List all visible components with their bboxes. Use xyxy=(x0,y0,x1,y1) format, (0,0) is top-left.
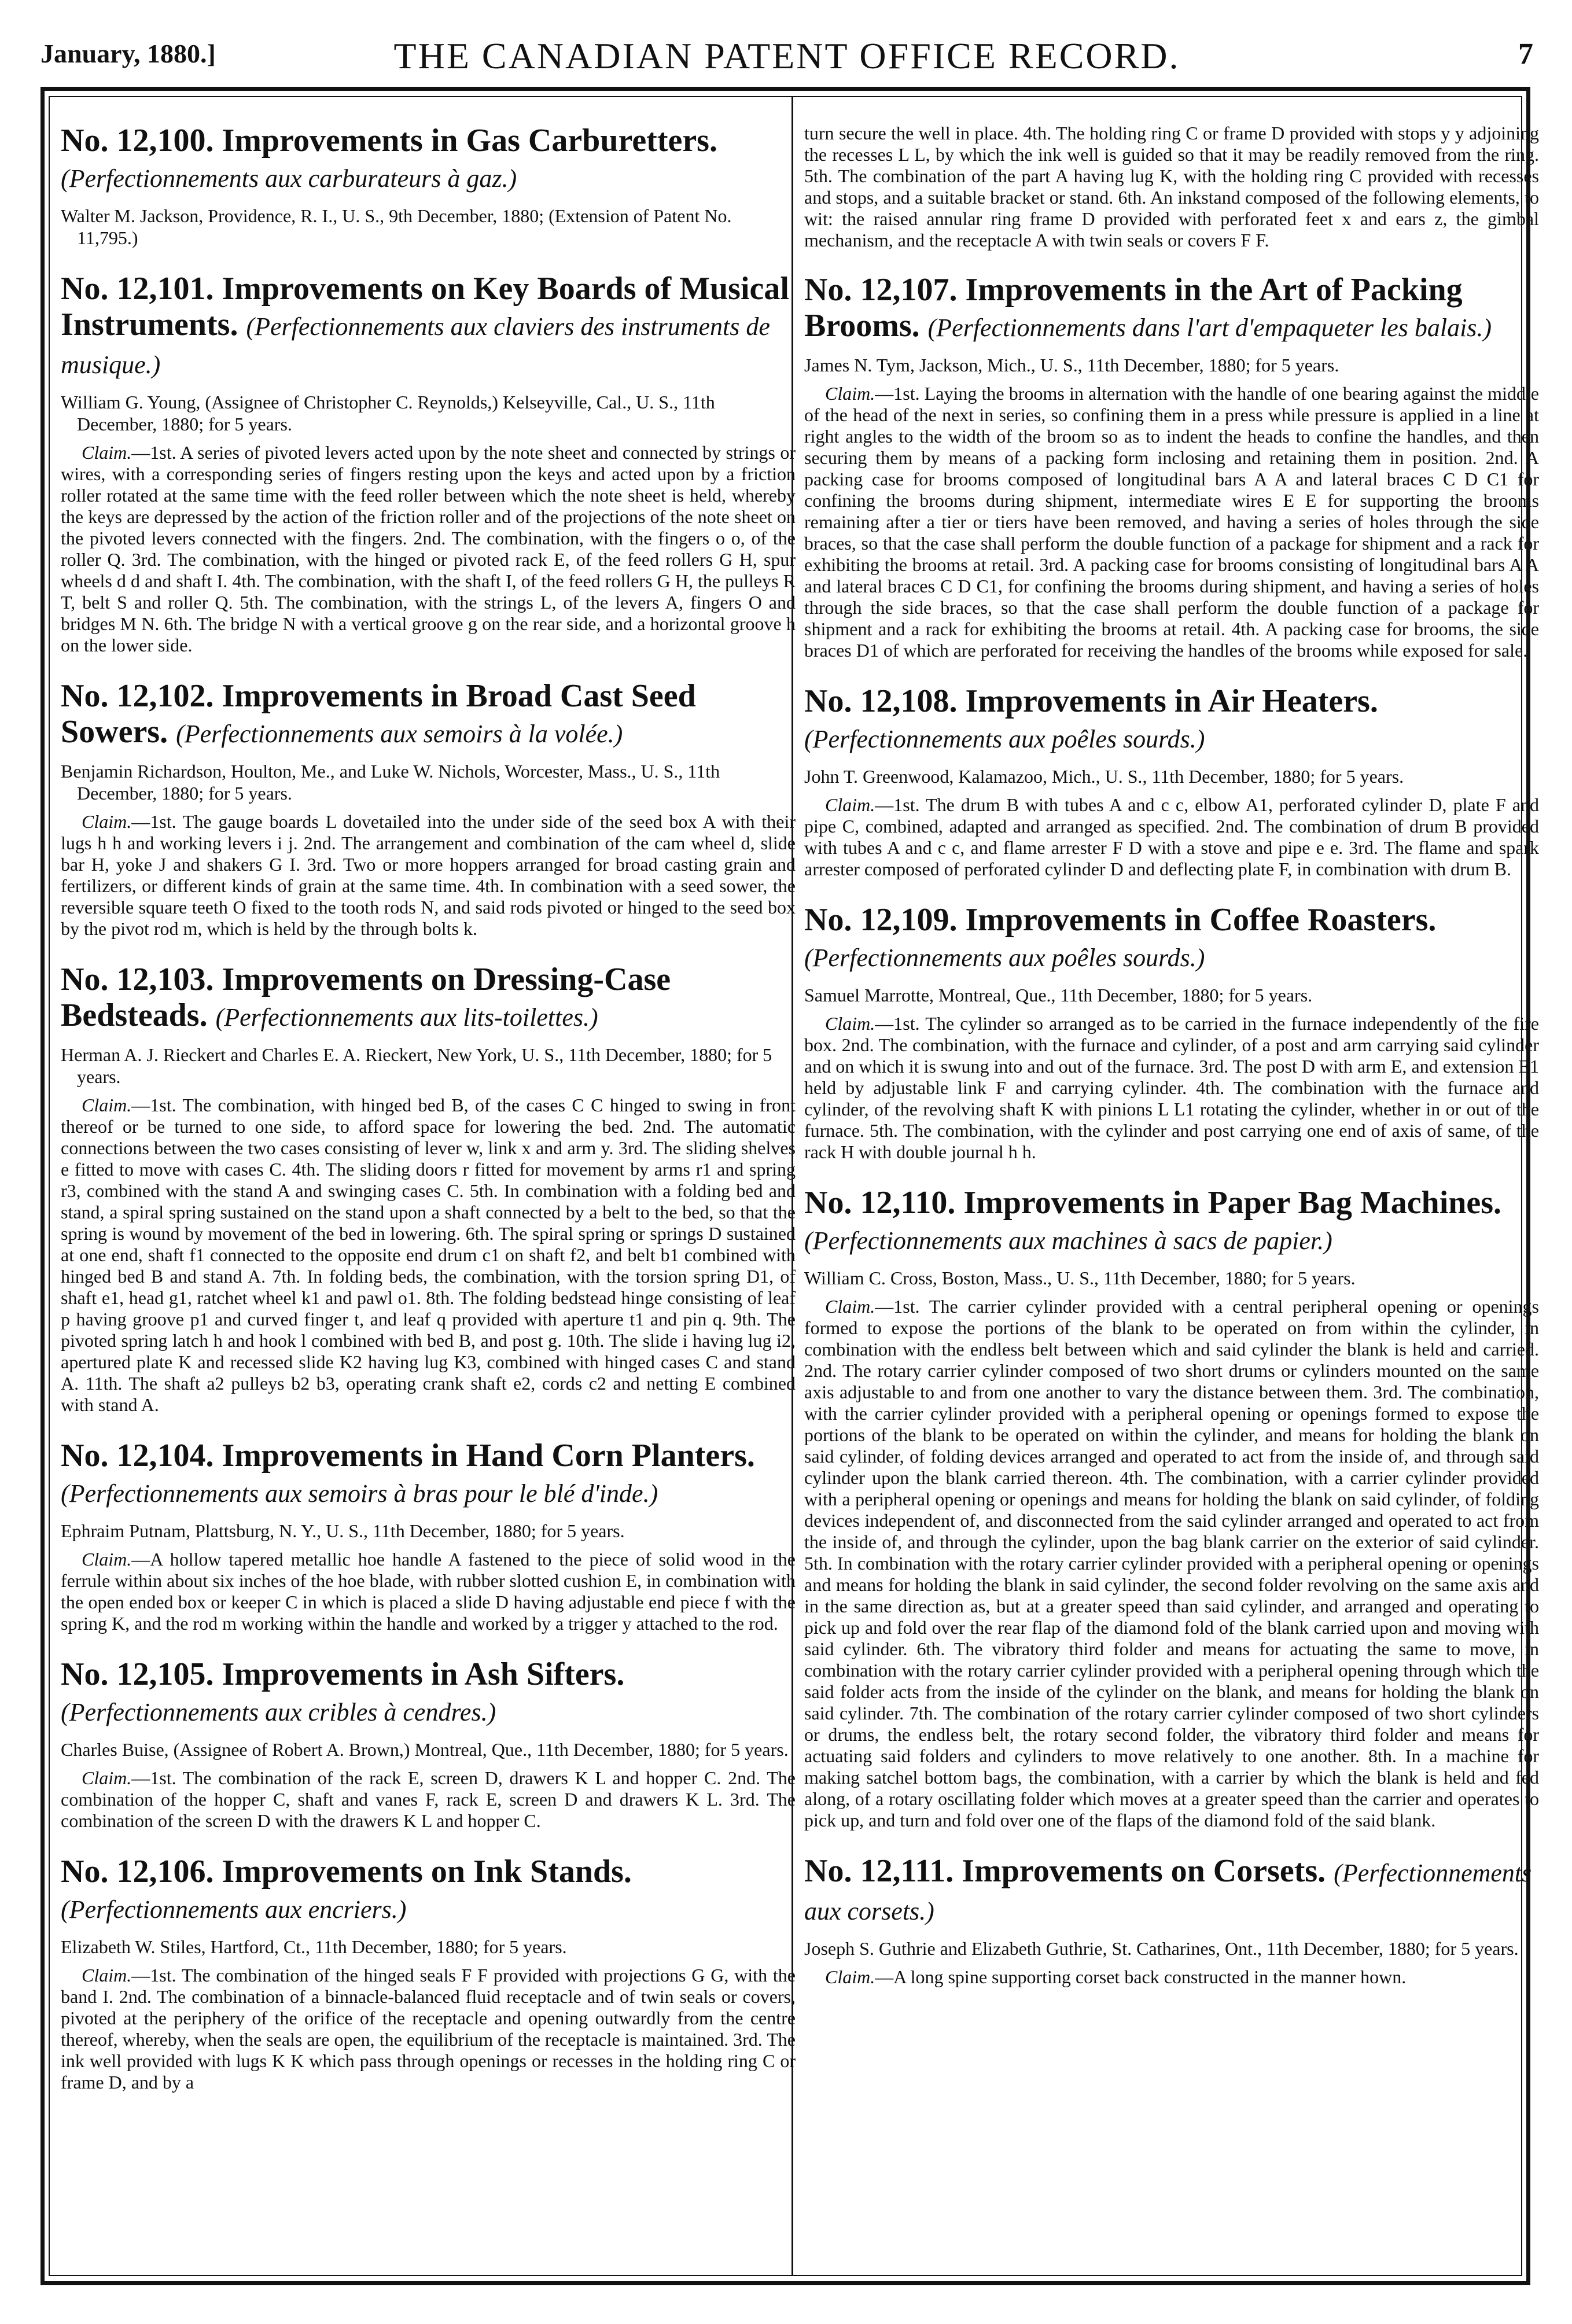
claim-body: —A long spine supporting corset back constructed in the manner hown. xyxy=(875,1966,1407,1987)
inventor-line: Samuel Marrotte, Montreal, Que., 11th December, 1880; for 5 years. xyxy=(804,985,1313,1006)
claim-label: Claim. xyxy=(82,1095,132,1115)
french-title: (Perfectionnements aux cribles à cendres.) xyxy=(61,1698,496,1726)
patent-entry xyxy=(61,123,796,249)
claim-body: —1st. The cylinder so arranged as to be carried in the furnace independently of the fire box. 2nd. The combination, with the furnace and cylinder, of a post and arm carrying said cylinder and on which it is swung into and out of the furnace. 3rd. The post D with arm E, and extension E1 held by adjustable link F and carrying cylinder. 4th. The combination with the furnace and cylinder, of the revolving shaft K with pinions L L1 rotating the cylinder, whether in or out of the furnace. 5th. The combination, with the cylinder and post carrying one end of axis of same, of the rack H with double journal h h. xyxy=(804,1013,1539,1162)
claim-label: Claim. xyxy=(82,811,132,832)
french-title: (Perfectionnements aux lits-toilettes.) xyxy=(215,1003,598,1032)
entry-heading xyxy=(61,962,796,1036)
patent-title: Improvements on Dressing-Case Bedsteads. xyxy=(61,962,671,1033)
patent-title: Improvements in Gas Carburetters. xyxy=(222,123,717,159)
claim-text xyxy=(61,1767,796,1832)
issue-date: January, 1880.] xyxy=(41,39,216,68)
claim-label: Claim. xyxy=(82,442,132,463)
inventor-line: Ephraim Putnam, Plattsburg, N. Y., U. S., 11th December, 1880; for 5 years. xyxy=(61,1520,625,1541)
patent-number: No. 12,111. xyxy=(804,1853,954,1889)
patent-entry xyxy=(61,678,796,940)
patent-entry xyxy=(804,683,1539,880)
patent-entry xyxy=(804,272,1539,661)
patent-number: No. 12,109. xyxy=(804,902,958,938)
entry-heading xyxy=(61,1854,796,1928)
claim-body: —1st. The combination of the rack E, screen D, drawers K L and hopper C. 2nd. The combination of the hopper C, shaft and vanes F, rack E, screen D and drawers K L. 3rd. The combination of the screen D with the drawers K L and hopper C. xyxy=(61,1767,796,1831)
inventor-line: William G. Young, (Assignee of Christopher C. Reynolds,) Kelseyville, Cal., U. S., 11th December, 1880; for 5 years. xyxy=(61,392,715,434)
claim-body: —1st. The drum B with tubes A and c c, elbow A1, perforated cylinder D, plate F and pipe C, combined, adapted and arranged as specified. 2nd. The combination of drum B provided with tubes A and c c, and flame arrester F D with a stove and pipe e e. 3rd. The flame and spark arrester composed of perforated cylinder D and deflecting plate F, in combination with drum B. xyxy=(804,794,1539,879)
right-column xyxy=(804,123,1539,2269)
patent-entry xyxy=(804,902,1539,1163)
claim-body: —1st. Laying the brooms in alternation with the handle of one bearing against the middle of the head of the next in series, so confining them in a press while pressure is applied in a line at right angles to the width of the broom so as to indent the heads to confine the handles, and then securing them by means of a packing form inclosing and retaining them in position. 2nd. A packing case for brooms composed of longitudinal bars A A and lateral braces C D C1 for confining the brooms during shipment, intermediate wires E E for supporting the brooms remaining after a tier or tiers have been removed, and having a series of holes through the side braces, so that the case shall perform the double function of a package for shipment and a rack for exhibiting the brooms at retail. 3rd. A packing case for brooms consisting of longitudinal bars A A and lateral braces C D C1, for confining the brooms during shipment, and having a series of holes through the side braces, so that the case shall perform the double function of a package for shipment and a rack for exhibiting the brooms at retail. 4th. A packing case for brooms, the side braces D1 of which are perforated for receiving the handles of the brooms while exposed for sale. xyxy=(804,383,1539,661)
french-title: (Perfectionnements aux poêles sourds.) xyxy=(804,725,1205,753)
patent-number: No. 12,103. xyxy=(61,962,214,997)
claim-body: —1st. The gauge boards L dovetailed into the under side of the seed box A with their lugs h h and working levers i j. 2nd. The arrangement and combination of the cam wheel d, slide bar H, yoke J and shakers G I. 3rd. Two or more hoppers arranged for broad casting grain and fertilizers, or different kinds of grain at the same time. 4th. In combination with a seed sower, the reversible square teeth O fixed to the tooth rods N, and said rods pivoted or hinged to the seed box by the pivot rod m, which is held by the through bolts k. xyxy=(61,811,796,939)
patent-number: No. 12,106. xyxy=(61,1854,214,1890)
entry-heading xyxy=(61,1438,796,1512)
patent-entry xyxy=(804,1185,1539,1831)
entry-heading xyxy=(804,902,1539,976)
left-column xyxy=(61,123,796,2269)
inventor-line: Herman A. J. Rieckert and Charles E. A. Rieckert, New York, U. S., 11th December, 1880; for 5 years. xyxy=(61,1044,772,1087)
french-title: (Perfectionnements aux corsets.) xyxy=(804,1859,1532,1925)
claim-text xyxy=(61,1549,796,1634)
patent-entry xyxy=(804,1853,1539,1988)
french-title: (Perfectionnements aux machines à sacs de papier.) xyxy=(804,1227,1332,1255)
patent-title: Improvements on Ink Stands. xyxy=(222,1854,632,1890)
patent-title: Improvements in Ash Sifters. xyxy=(222,1656,625,1692)
inventor-line: Walter M. Jackson, Providence, R. I., U. S., 9th December, 1880; (Extension of Patent No. 11,795.) xyxy=(61,205,732,248)
claim-text xyxy=(804,1966,1539,1988)
entry-heading xyxy=(804,272,1539,346)
claim-body: —1st. The carrier cylinder provided with a central peripheral opening or openings formed to expose the portions of the blank to be operated on from within the cylinder, in combination with the endless belt between which and said cylinder the blank is held and carried. 2nd. The rotary carrier cylinder composed of two short drums or cylinders mounted on the same axis adjustable to and from one another to vary the distance between them. 3rd. The combination, with the carrier cylinder provided with a peripheral opening or openings formed to expose the portions of the blank to be operated on within the cylinder, and means for holding the blank on said cylinder, of folding devices arranged and operated to act from the inside of, and through said cylinder upon the blank carried thereon. 4th. The combination, with a carrier cylinder provided with a peripheral opening or openings and means for holding the blank on said cylinder, of folding devices independent of, and disconnected from the said cylinder arranged and operated to act from the inside of, and through the cylinder, upon the bag blank carrier on the exterior of said cylinder. 5th. In combination with the rotary carrier cylinder provided with a peripheral opening or openings and means for holding the blank in said cylinder, the second folder revolving on the same axis and in the same direction as, but at a greater speed than said cylinder, and arranged and operating to pick up and fold over the rear flap of the diamond fold of the blank carried upon and moving with said cylinder. 6th. The vibratory third folder and means for actuating the same to move, in combination with the rotary carrier cylinder provided with a peripheral opening through which the said folder acts from the inside of the cylinder on the blank, and means for holding the blank on said cylinder. 7th. The combination of the rotary carrier cylinder composed of two short cylinders or drums, the endless belt, the rotary second folder, the vibratory third folder and means for actuating said folders and cylinders to move relatively to one another. 8th. In a machine for making satchel bottom bags, the combination, with a carrier by which the blank is held and fed along, of a rotary oscillating folder which moves at a greater speed than the carrier and operates to pick up, and turn and fold over one of the flaps of the diamond fold of the said blank. xyxy=(804,1296,1539,1831)
inventor-line: John T. Greenwood, Kalamazoo, Mich., U. S., 11th December, 1880; for 5 years. xyxy=(804,766,1404,787)
claim-body: —A hollow tapered metallic hoe handle A fastened to the piece of solid wood in the ferrule within about six inches of the hoe blade, with rubber slotted cushion E, in combination with the open ended box or keeper C in which is placed a slide D having adjustable end piece f with the spring K, and the rod m working within the handle and worked by a trigger y attached to the rod. xyxy=(61,1549,796,1634)
patent-entry xyxy=(61,1438,796,1634)
french-title: (Perfectionnements aux claviers des instruments de musique.) xyxy=(61,312,770,379)
entry-heading xyxy=(804,1185,1539,1259)
french-title: (Perfectionnements aux poêles sourds.) xyxy=(804,944,1205,972)
patent-title: Improvements in Coffee Roasters. xyxy=(965,902,1437,938)
journal-title: THE CANADIAN PATENT OFFICE RECORD. xyxy=(393,35,1180,76)
french-title: (Perfectionnements aux carburateurs à gaz.) xyxy=(61,164,517,193)
patent-number: No. 12,108. xyxy=(804,683,958,719)
patent-title: Improvements in Air Heaters. xyxy=(965,683,1378,719)
french-title: (Perfectionnements aux semoirs à bras pour le blé d'inde.) xyxy=(61,1479,658,1508)
patent-number: No. 12,102. xyxy=(61,678,214,714)
claim-text xyxy=(61,811,796,940)
inventor-line: William C. Cross, Boston, Mass., U. S., 11th December, 1880; for 5 years. xyxy=(804,1268,1356,1288)
french-title: (Perfectionnements aux semoirs à la volée.) xyxy=(176,720,623,748)
page-header xyxy=(41,35,1533,81)
entry-heading xyxy=(61,271,796,383)
patent-entry xyxy=(61,1656,796,1832)
claim-text xyxy=(804,794,1539,880)
inventor-line: Joseph S. Guthrie and Elizabeth Guthrie, St. Catharines, Ont., 11th December, 1880; for 5 years. xyxy=(804,1938,1519,1959)
claim-text xyxy=(804,1296,1539,1831)
french-title: (Perfectionnements aux encriers.) xyxy=(61,1895,407,1924)
french-title: (Perfectionnements dans l'art d'empaqueter les balais.) xyxy=(927,314,1492,342)
patent-title: Improvements in the Art of Packing Brooms. xyxy=(804,272,1463,344)
patent-number: No. 12,110. xyxy=(804,1185,956,1221)
patent-number: No. 12,101. xyxy=(61,271,214,307)
claim-label: Claim. xyxy=(82,1767,132,1788)
inventor-line: James N. Tym, Jackson, Mich., U. S., 11th December, 1880; for 5 years. xyxy=(804,355,1339,375)
claim-body: —1st. The combination of the hinged seals F F provided with projections G G, with the band I. 2nd. The combination of a binnacle-balanced fluid receptacle and of twin seals or covers, pivoted at the periphery of the orifice of the receptacle and opening outwardly from the centre thereof, whereby, when the seals are open, the equilibrium of the receptacle is maintained. 3rd. The ink well provided with lugs K K which pass through openings or recesses in the holding ring C or frame D, and by a xyxy=(61,1965,796,2093)
claim-text xyxy=(61,1965,796,2093)
entry-heading xyxy=(804,1853,1539,1929)
claim-text xyxy=(804,383,1539,661)
patent-title: Improvements in Broad Cast Seed Sowers. xyxy=(61,678,696,750)
claim-text xyxy=(61,1095,796,1416)
patent-number: No. 12,100. xyxy=(61,123,214,159)
claim-body: —1st. A series of pivoted levers acted upon by the note sheet and connected by strings or wires, with a corresponding series of fingers resting upon the keys and acted upon by a friction roller rotated at the same time with the feed roller between which the note sheet is held, whereby the keys are depressed by the action of the friction roller and of the projections of the note sheet on the pivoted levers connected with the fingers. 2nd. The combination, with the fingers o o, of the roller Q. 3rd. The combination, with the hinged or pivoted rack E, of the feed rollers G H, spur wheels d d and shaft I. 4th. The combination, with the shaft I, of the feed rollers G H, the pulleys R T, belt S and roller Q. 5th. The combination, with the strings L, of the levers A, fingers O and bridges M N. 6th. The bridge N with a vertical groove g on the rear side, and a horizontal groove h on the lower side. xyxy=(61,442,796,655)
claim-text xyxy=(61,442,796,656)
entry-heading xyxy=(804,683,1539,757)
inventor-line: Benjamin Richardson, Houlton, Me., and Luke W. Nichols, Worcester, Mass., U. S., 11th December, 1880; for 5 years. xyxy=(61,761,720,804)
patent-title: Improvements on Corsets. xyxy=(962,1853,1326,1889)
page-number: 7 xyxy=(1518,38,1533,71)
inventor-line: Elizabeth W. Stiles, Hartford, Ct., 11th December, 1880; for 5 years. xyxy=(61,1936,567,1957)
claim-label: Claim. xyxy=(825,1013,875,1034)
claim-body: —1st. The combination, with hinged bed B, of the cases C C hinged to swing in front thereof or be turned to one side, to afford space for lowering the bed. 2nd. The automatic connections between the two cases consisting of lever w, link x and arm y. 3rd. The sliding shelves e fitted to move with cases C. 4th. The sliding doors r fitted for movement by arms r1 and spring r3, combined with the stand A and swinging cases C. 5th. In combination with a folding bed and stand, a spiral spring sustained on the stand upon a shaft connected by a belt to the bed, so that the spring is wound by movement of the bed in lowering. 6th. The spiral spring or springs D sustained at one end, shaft f1 connected to the opposite end drum c1 on shaft f2, and belt b1 combined with hinged bed B and stand A. 7th. In folding beds, the combination, with the torsion spring D1, of shaft e1, head g1, ratchet wheel k1 and pawl o1. 8th. The folding bedstead hinge consisting of leaf p having groove p1 and curved finger t, and leaf q provided with aperture t1 and pin q. 9th. The pivoted spring latch h and hook l combined with bed B, and post g. 10th. The slide i having lug i2, apertured plate K and recessed slide K2 having lug K3, combined with hinged cases C and stand A. 11th. The shaft a2 pulleys b2 b3, operating crank shaft e2, cords c2 and netting E combined with stand A. xyxy=(61,1095,796,1415)
claim-label: Claim. xyxy=(82,1965,132,1986)
patent-number: No. 12,105. xyxy=(61,1656,214,1692)
claim-label: Claim. xyxy=(825,383,875,404)
entry-heading xyxy=(61,1656,796,1730)
patent-title: Improvements in Paper Bag Machines. xyxy=(963,1185,1502,1221)
patent-title: Improvements on Key Boards of Musical Instruments. xyxy=(61,271,789,342)
claim-label: Claim. xyxy=(825,794,875,815)
patent-entry xyxy=(61,1854,796,2093)
patent-entry xyxy=(61,271,796,656)
claim-text xyxy=(804,1013,1539,1163)
entry-heading xyxy=(61,123,796,197)
claim-label: Claim. xyxy=(82,1549,132,1570)
patent-number: No. 12,107. xyxy=(804,272,958,308)
claim-label: Claim. xyxy=(825,1296,875,1317)
entry-heading xyxy=(61,678,796,752)
patent-entry xyxy=(61,962,796,1416)
continued-claim: turn secure the well in place. 4th. The holding ring C or frame D provided with stops y y adjoining the recesses L L, by which the ink well is guided so that it may be readily removed from the ring. 5th. The combination of the part A having lug K, with the holding ring C provided with recesses and stops, and a suitable bracket or stand. 6th. An inkstand composed of the following elements, to wit: the raised annular ring frame D provided with perforated feet x and ears z, the gimbal mechanism, and the receptacle A with twin seals or covers F F. xyxy=(804,123,1539,251)
patent-number: No. 12,104. xyxy=(61,1438,214,1474)
inventor-line: Charles Buise, (Assignee of Robert A. Brown,) Montreal, Que., 11th December, 1880; for 5 years. xyxy=(61,1739,789,1760)
patent-title: Improvements in Hand Corn Planters. xyxy=(222,1438,755,1474)
claim-label: Claim. xyxy=(825,1966,875,1987)
